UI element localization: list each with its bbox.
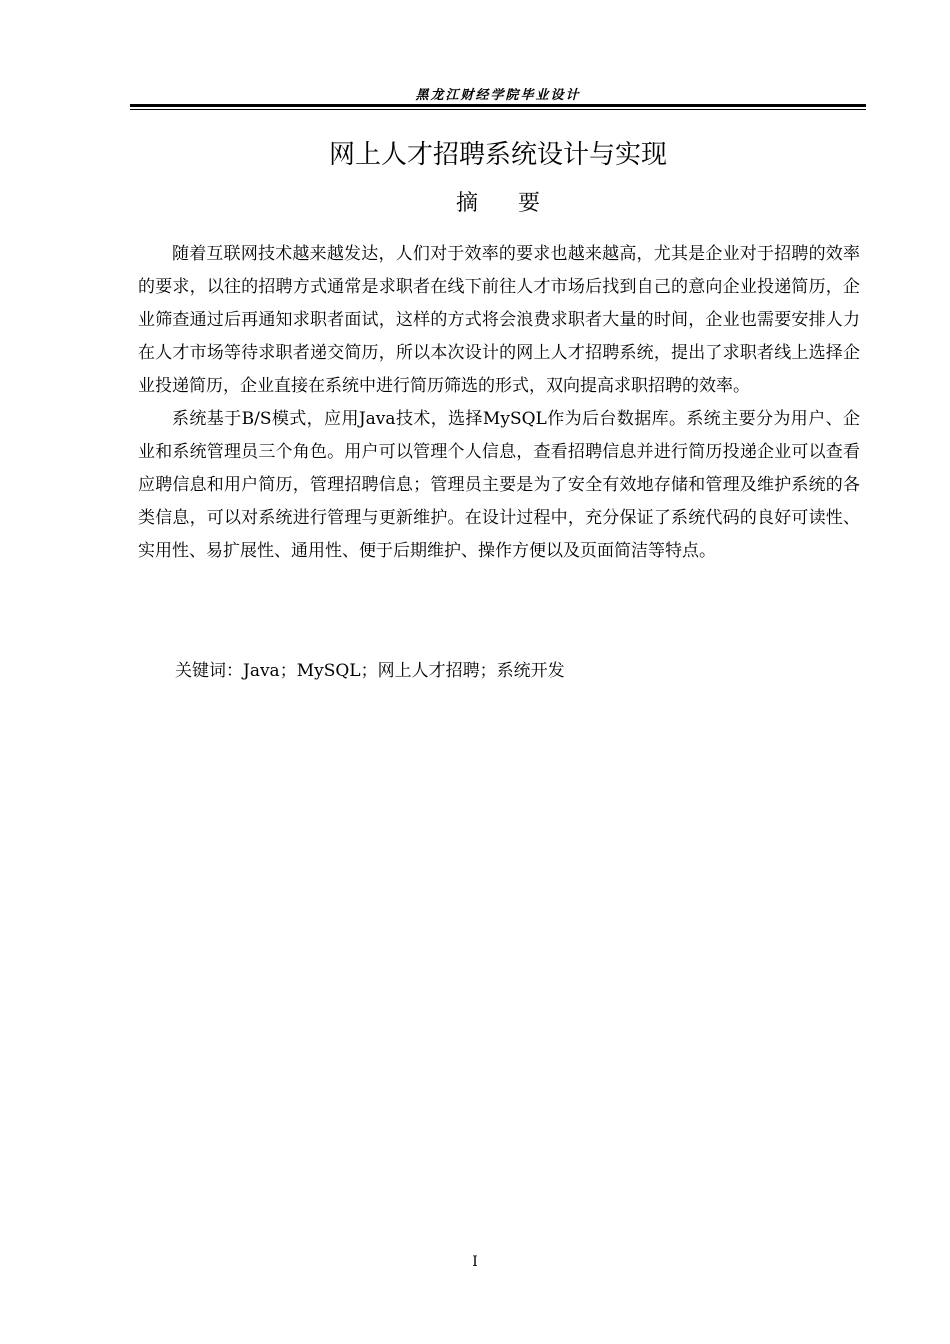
page-number: I [472, 1254, 478, 1270]
abstract-heading: 摘要 [455, 191, 580, 216]
abstract-paragraph-1: 随着互联网技术越来越发达，人们对于效率的要求也越来越高，尤其是企业对于招聘的效率的要求，以往的招聘方式通常是求职者在线下前往人才市场后找到自己的意向企业投递简历，企业筛查通过后再通知求职者面试，这样的方式将会浪费求职者大量的时间，企业也需要安排人力在人才市场等待求职者递交简历，所以本次设计的网上人才招聘系统，提出了求职者线上选择企业投递简历，企业直接在系统中进行简历筛选的形式，双向提高求职招聘的效率。 [138, 244, 860, 396]
header-rule-thin [130, 109, 866, 110]
abstract-paragraph-2: 系统基于B/S模式，应用Java技术，选择MySQL作为后台数据库。系统主要分为用户、企业和系统管理员三个角色。用户可以管理个人信息，查看招聘信息并进行简历投递企业可以查看应聘信息和用户简历，管理招聘信息；管理员主要是为了安全有效地存储和管理及维护系统的各类信息，可以对系统进行管理与更新维护。在设计过程中，充分保证了系统代码的良好可读性、实用性、易扩展性、通用性、便于后期维护、操作方便以及页面简洁等特点。 [138, 409, 860, 561]
running-header: 黑龙江财经学院毕业设计 [415, 88, 581, 103]
document-title: 网上人才招聘系统设计与实现 [328, 140, 667, 170]
keywords-label: 关键词： [175, 661, 243, 681]
keywords-line [175, 656, 565, 686]
header-rule-thick [130, 104, 866, 107]
keywords-text: Java；MySQL；网上人才招聘；系统开发 [243, 661, 565, 681]
abstract-body [138, 238, 860, 568]
